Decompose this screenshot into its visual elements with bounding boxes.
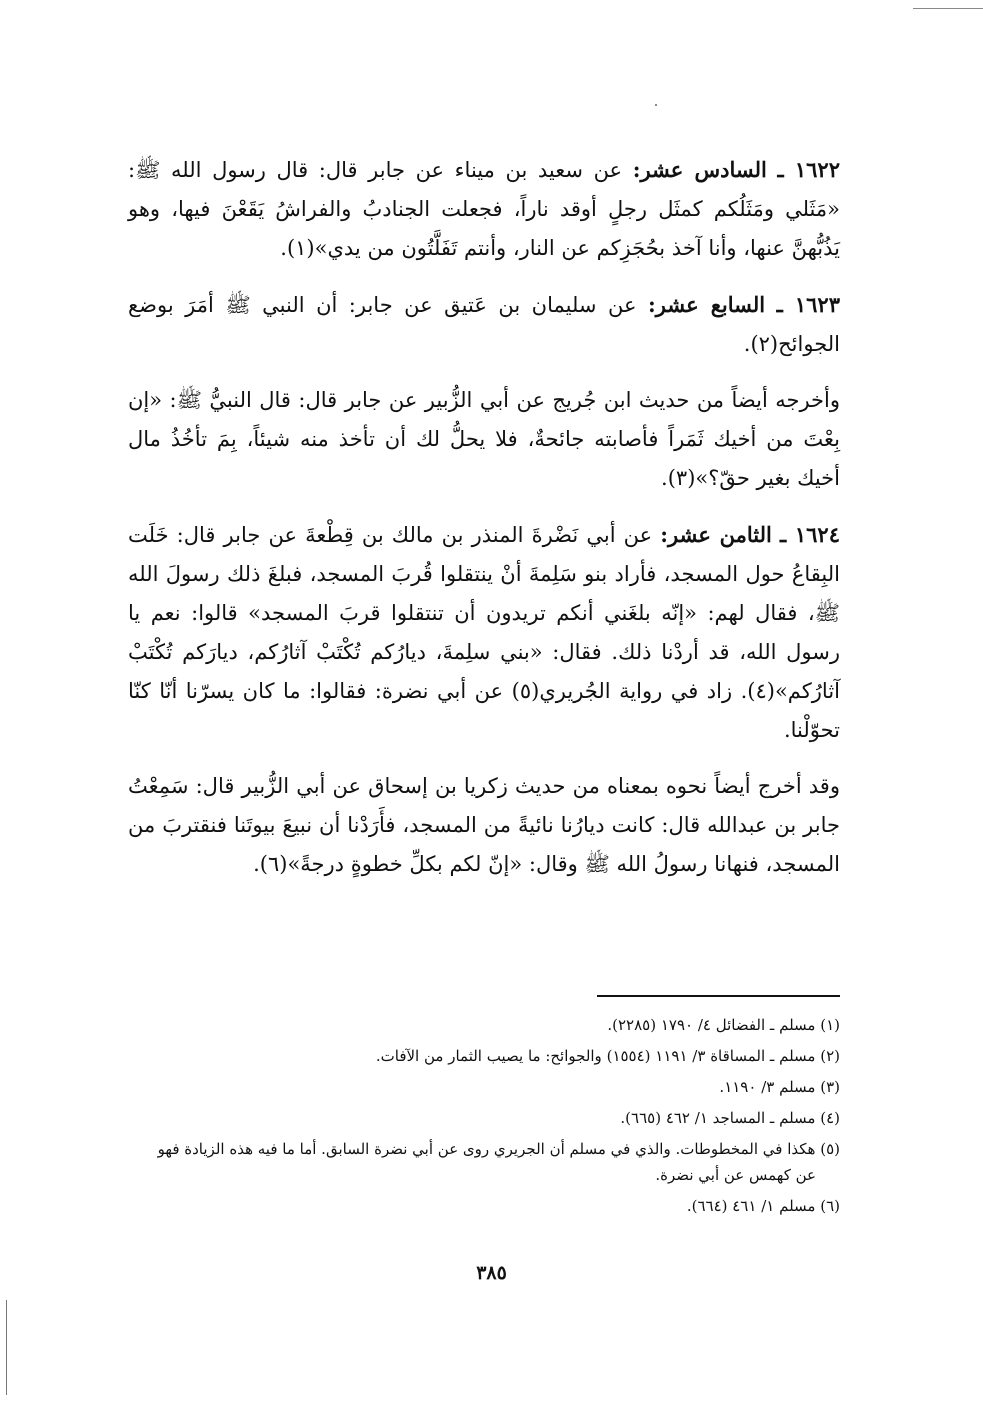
page-number: ٣٨٥ — [476, 1262, 507, 1284]
footnote-text: (٤) مسلم ـ المساجد ١/ ٤٦٢ (٦٦٥). — [620, 1109, 840, 1127]
hadith-1622 — [128, 150, 840, 268]
hadith-number: ١٦٢٤ ـ — [779, 522, 840, 547]
footnote-text: (١) مسلم ـ الفضائل ٤/ ١٧٩٠ (٢٢٨٥). — [607, 1016, 840, 1034]
hadith-1624 — [128, 515, 840, 750]
hadith-text: عن سليمان بن عَتيق عن جابر: أن النبي ﷺ أمَرَ بوضع الجوائح(٢). — [128, 293, 840, 356]
hadith-heading: السادس عشر: — [632, 157, 767, 182]
footnote-3 — [128, 1074, 840, 1100]
hadith-heading: السابع عشر: — [648, 292, 766, 317]
scan-artifact-left — [6, 1300, 7, 1395]
hadith-number: ١٦٢٣ ـ — [776, 292, 840, 317]
paragraph-text: وقد أخرج أيضاً نحوه بمعناه من حديث زكريا بن إسحاق عن أبي الزُّبير قال: سَمِعْتُ جابر بن عبدالله قال: كانت ديارُنا نائيةً من المسجد، فأَرَدْنا أن نبيعَ بيوتَنا فنقتربَ من المسجد، فنهانا رسولُ الله ﷺ وقال: «إنّ لكم بكلِّ خطوةٍ درجةً»(٦). — [128, 774, 840, 876]
footnote-4 — [128, 1105, 840, 1131]
footnote-1 — [128, 1012, 840, 1038]
footnote-continuation: عن كهمس عن أبي نضرة. — [655, 1166, 816, 1184]
footnote-text: (٦) مسلم ١/ ٤٦١ (٦٦٤). — [686, 1197, 840, 1215]
hadith-number: ١٦٢٢ ـ — [777, 157, 840, 182]
hadith-1623-addendum — [128, 381, 840, 498]
scan-artifact-top — [913, 8, 983, 9]
hadith-text: عن سعيد بن ميناء عن جابر قال: قال رسول الله ﷺ: «مَثَلي ومَثَلُكم كمثَل رجلٍ أوقد ناراً، فجعلت الجنادبُ والفراشُ يَقَعْنَ فيها، وهو يَذُبُّهنَّ عنها، وأنا آخذ بحُجَزِكم عن النار، وأنتم تَفَلَّتُون من يدي»(١). — [128, 158, 840, 260]
hadith-heading: الثامن عشر: — [660, 522, 772, 547]
footnote-divider — [597, 995, 840, 997]
footnotes — [128, 1012, 840, 1224]
footnote-6 — [128, 1193, 840, 1219]
footnote-2 — [128, 1043, 840, 1069]
main-text — [128, 150, 840, 901]
footnote-5 — [128, 1136, 840, 1188]
hadith-1623 — [128, 285, 840, 364]
footnote-text: (٢) مسلم ـ المساقاة ٣/ ١١٩١ (١٥٥٤) والجوائح: ما يصيب الثمار من الآفات. — [375, 1047, 840, 1065]
hadith-text: عن أبي نَضْرةَ المنذر بن مالك بن قِطْعةَ عن جابر قال: خَلَت البِقاعُ حول المسجد، فأراد بنو سَلِمةَ أنْ ينتقلوا قُربَ المسجد، فبلغَ ذلك رسولَ الله ﷺ، فقال لهم: «إنّه بلغَني أنكم تريدون أن تنتقلوا قربَ المسجد» قالوا: نعم يا رسول الله، قد أردْنا ذلك. فقال: «بني سلِمةَ، ديارُكم تُكْتَبْ آثارُكم، ديارَكم تُكْتَبْ آثارُكم»(٤). زاد في رواية الجُريري(٥) عن أبي نضرة: فقالوا: ما كان يسرّنا أنّا كنّا تحوّلْنا. — [128, 523, 840, 742]
footnote-text: (٣) مسلم ٣/ ١١٩٠. — [719, 1078, 840, 1096]
hadith-1624-addendum — [128, 767, 840, 884]
footnote-text: (٥) هكذا في المخطوطات. والذي في مسلم أن الجريري روى عن أبي نضرة السابق. أما ما فيه هذه الزيادة فهو — [157, 1140, 840, 1158]
paragraph-text: وأخرجه أيضاً من حديث ابن جُريج عن أبي الزُّبير عن جابر قال: قال النبيُّ ﷺ: «إن بِعْتَ من أخيك ثَمَراً فأصابته جائحةٌ، فلا يحلُّ لك أن تأخذ منه شيئاً، بِمَ تأخُذُ مال أخيك بغير حقّ؟»(٣). — [128, 388, 840, 490]
scan-artifact-dot — [655, 104, 657, 106]
